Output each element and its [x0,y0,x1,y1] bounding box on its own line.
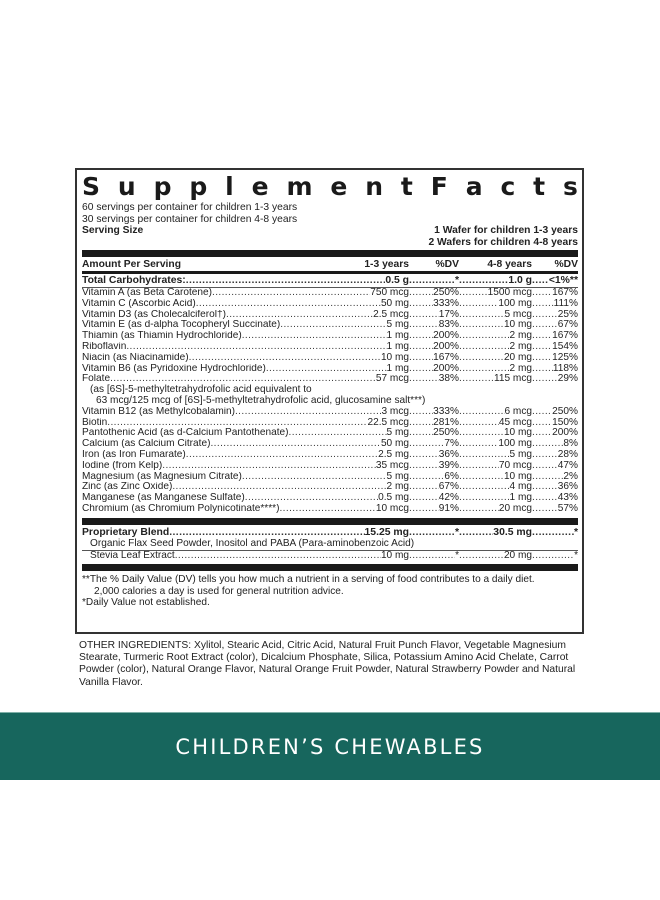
nutrient-row [82,353,578,364]
amount-4-8-years: 10 mg [503,471,532,482]
header-4-8-years: 4-8 years [487,259,532,270]
leader-dots [532,374,558,385]
header-amount: Amount Per Serving [82,259,181,270]
dv-1-3-years: 17% [438,309,459,320]
amount-4-8-years: 2 mg [509,341,532,352]
leader-dots [459,374,494,385]
leader-dots [532,418,552,429]
nutrient-row [82,439,578,450]
dv-4-8-years: 67% [557,320,578,331]
nutrient-name: Niacin (as Niacinamide) [82,352,189,363]
amount-1-3-years: 0.5 mg [378,493,409,504]
dv-4-8-years: <1%** [548,275,578,286]
leader-dots [459,439,498,450]
leader-dots [532,493,558,504]
leader-dots [409,274,455,287]
amount-4-8-years: 6 mcg [504,406,532,417]
title-letter: t [533,172,546,201]
dv-4-8-years: 167% [552,288,578,298]
leader-dots [459,274,508,287]
amount-4-8-years: 1 mg [509,493,532,504]
dv-4-8-years: 111% [553,298,578,309]
carbohydrates-row [82,274,578,287]
leader-dots [532,407,552,418]
leader-dots [409,551,455,562]
nutrient-row [82,310,578,321]
supplement-facts-panel [75,168,584,634]
leader-dots [409,428,433,439]
dv-4-8-years: 25% [557,309,578,320]
footnotes [82,572,578,609]
amount-1-3-years: 0.5 g [385,275,409,286]
leader-dots [126,342,386,353]
dv-4-8-years: * [574,550,578,561]
leader-dots [532,299,554,310]
footnote-dv: **The % Daily Value (DV) tells you how much a nutrient in a serving of food contributes to a daily diet. [82,574,535,586]
nutrient-row [82,342,578,353]
amount-4-8-years: 4 mg [509,482,532,493]
nutrient-name: Vitamin A (as Beta Carotene) [82,288,212,298]
leader-dots [409,418,433,429]
leader-dots [409,472,444,483]
dv-4-8-years: 57% [557,503,578,514]
dv-4-8-years: 43% [557,493,578,504]
amount-1-3-years: 10 mcg [375,503,409,514]
amount-4-8-years: 45 mcg [498,417,532,428]
leader-dots [409,342,433,353]
leader-dots [409,526,455,539]
dv-4-8-years: 118% [552,363,578,374]
leader-dots [459,482,510,493]
dv-1-3-years: * [455,550,459,561]
amount-1-3-years: 10 mg [380,352,409,363]
leader-dots [459,428,504,439]
blend-ingredients: Organic Flax Seed Powder, Inositol and PABA (Para-aminobenzoic Acid) [90,537,415,549]
nutrient-row [82,364,578,375]
leader-dots [459,526,493,539]
leader-dots [409,450,439,461]
dv-1-3-years: 250% [433,428,459,439]
servings-per-container-1-3: 60 servings per container for children 1-3 years [82,202,298,213]
nutrient-name: Proprietary Blend [82,526,170,538]
footnote-dv-cont: 2,000 calories a day is used for general nutrition advice. [94,585,344,597]
nutrient-name: Vitamin C (Ascorbic Acid) [82,298,196,309]
banner-title: CHILDREN’S CHEWABLES [175,734,485,759]
divider-thick [82,250,578,257]
leader-dots [279,504,375,515]
leader-dots [245,493,378,504]
nutrient-name: Vitamin E (as d-alpha Tocopheryl Succinate) [82,320,281,331]
leader-dots [169,526,364,539]
leader-dots [409,504,439,515]
dv-1-3-years: 36% [438,449,459,460]
dv-4-8-years: 36% [557,482,578,493]
leader-dots [532,364,553,375]
leader-dots [409,461,439,472]
nutrient-name: Thiamin (as Thiamin Hydrochloride) [82,331,242,342]
amount-1-3-years: 35 mcg [375,460,409,471]
nutrient-list-2 [82,407,578,515]
leader-dots [532,472,563,483]
dv-1-3-years: 67% [438,482,459,493]
leader-dots [242,472,387,483]
leader-dots [532,310,558,321]
dv-1-3-years: 200% [433,363,459,374]
leader-dots [532,331,552,342]
column-header [82,258,578,271]
amount-4-8-years: 100 mg [498,439,532,450]
divider-thick [82,518,578,525]
servings-per-container-4-8: 30 servings per container for children 4-8 years [82,213,298,225]
title-letter: p [189,172,208,201]
leader-dots [459,493,510,504]
stevia-row [82,551,578,562]
leader-dots [532,428,552,439]
dv-1-3-years: 6% [444,471,459,482]
nutrient-name: Iron (as Iron Fumarate) [82,449,186,460]
dv-1-3-years: 38% [438,374,459,385]
amount-4-8-years: 20 mg [503,550,532,561]
folate-note-2: 63 mcg/125 mcg of [6S]-5-methyltetrahydrofolic acid, glucosamine salt***) [96,394,426,406]
leader-dots [532,353,552,364]
dv-1-3-years: 42% [438,493,459,504]
title-letter: u [117,172,136,201]
nutrient-row [82,418,578,429]
amount-4-8-years: 30.5 mg [493,526,532,538]
nutrient-name: Magnesium (as Magnesium Citrate) [82,471,242,482]
title-letter: p [153,172,172,201]
dv-4-8-years: 2% [563,471,578,482]
divider-thick [82,564,578,571]
proprietary-blend-row [82,526,578,539]
nutrient-row [82,472,578,483]
amount-1-3-years: 10 mg [380,550,409,561]
leader-dots [532,504,558,515]
dv-4-8-years: 8% [563,439,578,450]
amount-4-8-years: 20 mcg [498,503,532,514]
leader-dots [242,331,387,342]
leader-dots [409,331,433,342]
amount-4-8-years: 70 mcg [498,460,532,471]
leader-dots [409,493,439,504]
leader-dots [459,551,504,562]
amount-1-3-years: 1 mg [386,363,409,374]
leader-dots [409,374,439,385]
amount-1-3-years: 1 mg [386,331,409,342]
leader-dots [409,482,439,493]
leader-dots [409,299,433,310]
nutrient-name: Total Carbohydrates: [82,275,186,286]
nutrient-row [82,526,578,539]
leader-dots [459,461,499,472]
nutrient-name: Biotin [82,417,108,428]
leader-dots [280,320,386,331]
product-banner [0,712,660,780]
amount-4-8-years: 10 mg [503,428,532,439]
amount-1-3-years: 2.5 mg [378,449,409,460]
amount-1-3-years: 15.25 mg [364,526,409,538]
serving-size-row [82,225,578,237]
amount-1-3-years: 57 mcg [375,374,409,385]
leader-dots [459,418,499,429]
leader-dots [532,342,552,353]
nutrient-name: Folate [82,374,111,385]
amount-1-3-years: 5 mg [386,428,409,439]
amount-4-8-years: 5 mg [509,449,532,460]
serving-size-label: Serving Size [82,225,144,236]
amount-4-8-years: 10 mg [503,320,532,331]
leader-dots [288,428,386,439]
title-letter: l [225,172,234,201]
nutrient-row [82,428,578,439]
leader-dots [409,364,433,375]
dv-1-3-years: * [454,275,459,286]
leader-dots [459,288,488,299]
leader-dots [459,320,504,331]
nutrient-name: Chromium (as Chromium Polynicotinate****) [82,503,280,514]
amount-1-3-years: 3 mcg [381,406,409,417]
title-letter: e [251,172,269,201]
leader-dots [409,288,433,299]
dv-1-3-years: 91% [438,503,459,514]
leader-dots [532,482,558,493]
leader-dots [459,342,510,353]
title-letter: m [286,172,313,201]
nutrient-row [82,461,578,472]
dv-4-8-years: 47% [557,460,578,471]
title-letter: n [365,172,384,201]
nutrient-name: Manganese (as Manganese Sulfate) [82,493,245,504]
nutrient-row [82,493,578,504]
leader-dots [409,353,433,364]
leader-dots [175,551,381,562]
nutrient-name: Iodine (from Kelp) [82,460,163,471]
nutrient-name: Vitamin D3 (as Cholecalciferol†) [82,309,226,320]
leader-dots [532,526,574,539]
nutrient-row [82,407,578,418]
leader-dots [409,310,439,321]
nutrient-name: Riboflavin [82,341,127,352]
nutrient-row [82,450,578,461]
title-letter: a [465,172,483,201]
leader-dots [459,472,504,483]
amount-4-8-years: 2 mg [509,363,532,374]
title-letter: S [82,172,101,201]
title-letter: s [562,172,578,201]
header-dv-1: %DV [435,259,459,270]
amount-4-8-years: 20 mg [503,352,532,363]
title-letter: t [400,172,413,201]
other-ingredients: OTHER INGREDIENTS: Xylitol, Stearic Acid, Citric Acid, Natural Fruit Punch Flavor, Vegetable Magnesium Stearate, Turmeric Root Extract (color), Dicalcium Phosphate, Silica, Potassium Amino Acid Chelate, Carrot Powder (color), Natural Orange Flavor, Natural Orange Fruit Powder, Natural Strawberry Powder and Natural Vanilla Flavor. [79,640,576,688]
leader-dots [459,331,510,342]
amount-4-8-years: 5 mcg [504,309,532,320]
leader-dots [189,353,381,364]
nutrient-row [82,331,578,342]
dv-4-8-years: 250% [552,406,578,417]
leader-dots [532,461,558,472]
dv-1-3-years: 167% [433,352,459,363]
leader-dots [459,364,510,375]
amount-4-8-years: 1500 mcg [487,288,532,298]
leader-dots [409,407,433,418]
header-dv-2: %DV [554,259,578,270]
title-letter: F [430,172,448,201]
nutrient-name: Vitamin B12 (as Methylcobalamin) [82,406,235,417]
leader-dots [235,407,382,418]
dv-4-8-years: 29% [557,374,578,385]
leader-dots [196,299,381,310]
amount-1-3-years: 50 mg [380,439,409,450]
dv-1-3-years: 250% [433,288,459,298]
nutrient-name: Vitamin B6 (as Pyridoxine Hydrochloride) [82,363,266,374]
leader-dots [459,299,498,310]
leader-dots [532,320,558,331]
amount-1-3-years: 2 mg [386,482,409,493]
leader-dots [210,439,380,450]
dv-1-3-years: * [454,526,459,538]
nutrient-row [82,551,578,562]
nutrient-row [82,274,578,287]
nutrient-row [82,299,578,310]
nutrient-name: Calcium (as Calcium Citrate) [82,439,211,450]
leader-dots [459,504,499,515]
dv-4-8-years: * [573,526,578,538]
dv-4-8-years: 154% [552,341,578,352]
leader-dots [266,364,387,375]
amount-1-3-years: 5 mg [386,471,409,482]
leader-dots [532,288,552,299]
amount-4-8-years: 100 mg [498,298,532,309]
dv-1-3-years: 333% [433,406,459,417]
header-1-3-years: 1-3 years [364,259,409,270]
dv-4-8-years: 167% [552,331,578,342]
leader-dots [186,274,386,287]
leader-dots [162,461,376,472]
leader-dots [532,274,549,287]
amount-1-3-years: 2.5 mcg [373,309,409,320]
nutrient-name: Zinc (as Zinc Oxide) [82,482,173,493]
amount-1-3-years: 1 mg [386,341,409,352]
dv-1-3-years: 200% [433,341,459,352]
serving-size-1-3: 1 Wafer for children 1-3 years [434,225,578,236]
dv-1-3-years: 333% [433,298,459,309]
dv-4-8-years: 200% [552,428,578,439]
leader-dots [107,418,367,429]
supplement-facts-title [82,172,578,202]
leader-dots [459,310,505,321]
serving-size-4-8: 2 Wafers for children 4-8 years [428,236,578,248]
title-letter: e [330,172,348,201]
nutrient-name: Pantothenic Acid (as d-Calcium Pantothenate) [82,428,289,439]
dv-4-8-years: 150% [552,417,578,428]
amount-4-8-years: 1.0 g [508,275,532,286]
dv-4-8-years: 28% [557,449,578,460]
leader-dots [226,310,373,321]
dv-1-3-years: 281% [433,417,459,428]
amount-4-8-years: 2 mg [509,331,532,342]
leader-dots [172,482,386,493]
leader-dots [409,320,439,331]
dv-4-8-years: 125% [552,352,578,363]
leader-dots [186,450,378,461]
leader-dots [459,353,504,364]
dv-1-3-years: 39% [438,460,459,471]
nutrient-name: Stevia Leaf Extract [90,550,175,561]
nutrient-row [82,288,578,299]
nutrient-row [82,504,578,515]
dv-1-3-years: 83% [438,320,459,331]
nutrient-list-1 [82,288,578,385]
leader-dots [532,450,558,461]
leader-dots [459,407,505,418]
leader-dots [459,450,510,461]
amount-4-8-years: 115 mcg [494,374,532,385]
folate-note-1: (as [6S]-5-methyltetrahydrofolic acid equivalent to [90,384,312,396]
nutrient-row [82,482,578,493]
amount-1-3-years: 5 mg [386,320,409,331]
amount-1-3-years: 50 mg [380,298,409,309]
title-letter: c [500,172,516,201]
leader-dots [409,439,444,450]
dv-1-3-years: 200% [433,331,459,342]
footnote-not-established: *Daily Value not established. [82,597,210,609]
leader-dots [532,551,574,562]
amount-1-3-years: 750 mcg [370,288,409,298]
dv-1-3-years: 7% [444,439,459,450]
leader-dots [212,288,370,299]
leader-dots [532,439,563,450]
amount-1-3-years: 22.5 mcg [367,417,409,428]
nutrient-row [82,320,578,331]
